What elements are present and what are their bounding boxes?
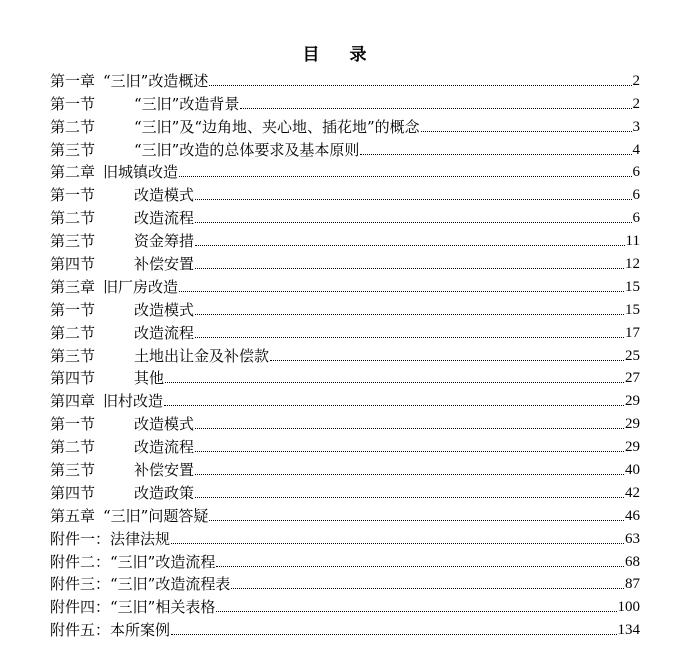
dot-leader: [195, 268, 624, 269]
toc-entry-title: 改造模式: [134, 415, 195, 434]
toc-entry[interactable]: [50, 273, 640, 296]
toc-entry[interactable]: [50, 90, 640, 113]
toc-entry-label: 附件三：: [50, 575, 111, 594]
toc-entry-page: 29: [625, 416, 640, 433]
toc-entry-page: 15: [625, 278, 640, 295]
toc-entry-label: 附件五：: [50, 621, 111, 640]
toc-entry-page: 17: [625, 324, 640, 341]
dot-leader: [195, 314, 624, 315]
toc-entry[interactable]: [50, 593, 640, 616]
toc-entry-page: 29: [625, 393, 640, 410]
toc-entry-title: 改造政策: [134, 483, 195, 502]
toc-entry-page: 3: [632, 118, 640, 135]
toc-entry-title: 补偿安置: [134, 461, 195, 480]
toc-entry[interactable]: [50, 387, 640, 410]
toc-entry-label: 第三节: [50, 140, 96, 159]
toc-entry-page: 12: [625, 256, 640, 273]
dot-leader: [195, 497, 624, 498]
toc-entry-page: 134: [617, 622, 640, 639]
toc-entry[interactable]: [50, 227, 640, 250]
dot-leader: [195, 222, 631, 223]
toc-entry[interactable]: [50, 319, 640, 342]
toc-entry-label: 第三节: [50, 232, 96, 251]
dot-leader: [165, 382, 624, 383]
toc-entry-page: 87: [625, 576, 640, 593]
toc-entry-label: 第二节: [50, 438, 96, 457]
toc-entry-page: 25: [625, 347, 640, 364]
toc-entry-page: 6: [632, 210, 640, 227]
toc-entry-label: 第二节: [50, 209, 96, 228]
toc-heading: 目 录: [302, 45, 379, 65]
toc-entry-page: 27: [625, 370, 640, 387]
toc-entry-label: 第四节: [50, 369, 96, 388]
toc-entry-label: 第一节: [50, 186, 96, 205]
dot-leader: [209, 85, 631, 86]
toc-entry-title: “三旧”改造流程表: [110, 575, 231, 594]
toc-entry-page: 2: [632, 72, 640, 89]
toc-entry-page: 6: [632, 187, 640, 204]
toc-entry-page: 63: [625, 530, 640, 547]
dot-leader: [195, 245, 625, 246]
dot-leader: [195, 199, 631, 200]
toc-entry[interactable]: [50, 456, 640, 479]
toc-entry-label: 第三章: [50, 277, 96, 296]
dot-leader: [179, 291, 624, 292]
toc-entry[interactable]: [50, 136, 640, 159]
toc-entry-label: 第一节: [50, 415, 96, 434]
toc-entry[interactable]: [50, 113, 640, 136]
toc-entry-title: 改造模式: [134, 186, 195, 205]
toc-entry[interactable]: [50, 342, 640, 365]
toc-entry[interactable]: [50, 525, 640, 548]
toc-entry-title: 改造流程: [134, 209, 195, 228]
toc-entry-page: 68: [625, 553, 640, 570]
toc-entry[interactable]: [50, 479, 640, 502]
toc-entry-title: 本所案例: [110, 621, 171, 640]
toc-entry[interactable]: [50, 571, 640, 594]
toc-entry-page: 100: [617, 599, 640, 616]
toc-entry-label: 附件二：: [50, 552, 111, 571]
toc-entry-label: 第三节: [50, 461, 96, 480]
toc-entry-title: 旧城镇改造: [103, 163, 179, 182]
dot-leader: [421, 131, 632, 132]
toc-entry-title: 改造模式: [134, 300, 195, 319]
toc-entry-label: 第二章: [50, 163, 96, 182]
toc-entry-title: “三旧”改造概述: [103, 71, 209, 90]
toc-entry-title: 法律法规: [110, 529, 171, 548]
dot-leader: [360, 154, 631, 155]
toc-entry-title: “三旧”问题答疑: [103, 506, 209, 525]
toc-entry-label: 第三节: [50, 346, 96, 365]
toc-entry-label: 附件四：: [50, 598, 111, 617]
dot-leader: [209, 520, 624, 521]
toc-entry-label: 第一节: [50, 94, 96, 113]
dot-leader: [195, 451, 624, 452]
toc-entry[interactable]: [50, 433, 640, 456]
toc-entry-title: 资金筹措: [134, 232, 195, 251]
toc-entry-title: “三旧”改造的总体要求及基本原则: [134, 140, 360, 159]
dot-leader: [171, 634, 616, 635]
toc-entry-page: 40: [625, 462, 640, 479]
dot-leader: [195, 428, 624, 429]
toc-list: [50, 67, 640, 639]
toc-entry-page: 2: [632, 95, 640, 112]
toc-entry-label: 第四节: [50, 483, 96, 502]
toc-entry-title: “三旧”及“边角地、夹心地、插花地”的概念: [134, 117, 420, 136]
toc-entry-label: 第二节: [50, 117, 96, 136]
toc-entry[interactable]: [50, 365, 640, 388]
dot-leader: [179, 176, 631, 177]
dot-leader: [171, 543, 624, 544]
toc-entry[interactable]: [50, 204, 640, 227]
dot-leader: [195, 474, 624, 475]
toc-entry-page: 29: [625, 439, 640, 456]
dot-leader: [216, 566, 624, 567]
toc-entry[interactable]: [50, 616, 640, 639]
toc-entry-label: 第二节: [50, 323, 96, 342]
toc-entry[interactable]: [50, 67, 640, 90]
toc-entry-page: 42: [625, 484, 640, 501]
toc-entry-title: 补偿安置: [134, 255, 195, 274]
toc-entry-title: 旧厂房改造: [103, 277, 179, 296]
toc-entry-label: 第一节: [50, 300, 96, 319]
toc-entry-title: “三旧”改造背景: [134, 94, 240, 113]
toc-entry[interactable]: [50, 410, 640, 433]
toc-entry[interactable]: [50, 502, 640, 525]
toc-entry-label: 第四节: [50, 255, 96, 274]
toc-entry-page: 4: [632, 141, 640, 158]
toc-entry[interactable]: [50, 181, 640, 204]
dot-leader: [231, 588, 624, 589]
toc-entry-page: 15: [625, 301, 640, 318]
toc-entry-label: 第四章: [50, 392, 96, 411]
toc-entry-title: “三旧”相关表格: [110, 598, 216, 617]
toc-entry-title: 土地出让金及补偿款: [134, 346, 270, 365]
toc-entry-page: 6: [632, 164, 640, 181]
toc-entry-title: 旧村改造: [103, 392, 164, 411]
toc-entry-label: 第五章: [50, 506, 96, 525]
toc-entry-page: 11: [625, 233, 640, 250]
dot-leader: [164, 405, 624, 406]
toc-entry-title: 其他: [134, 369, 165, 388]
toc-entry-label: 第一章: [50, 71, 96, 90]
toc-entry-title: “三旧”改造流程: [110, 552, 216, 571]
toc-entry-page: 46: [625, 507, 640, 524]
toc-entry[interactable]: [50, 250, 640, 273]
toc-entry[interactable]: [50, 548, 640, 571]
toc-entry-title: 改造流程: [134, 438, 195, 457]
dot-leader: [216, 611, 616, 612]
dot-leader: [240, 108, 631, 109]
toc-entry-label: 附件一：: [50, 529, 111, 548]
toc-entry[interactable]: [50, 296, 640, 319]
toc-entry[interactable]: [50, 159, 640, 182]
dot-leader: [195, 337, 624, 338]
dot-leader: [270, 360, 624, 361]
toc-entry-title: 改造流程: [134, 323, 195, 342]
